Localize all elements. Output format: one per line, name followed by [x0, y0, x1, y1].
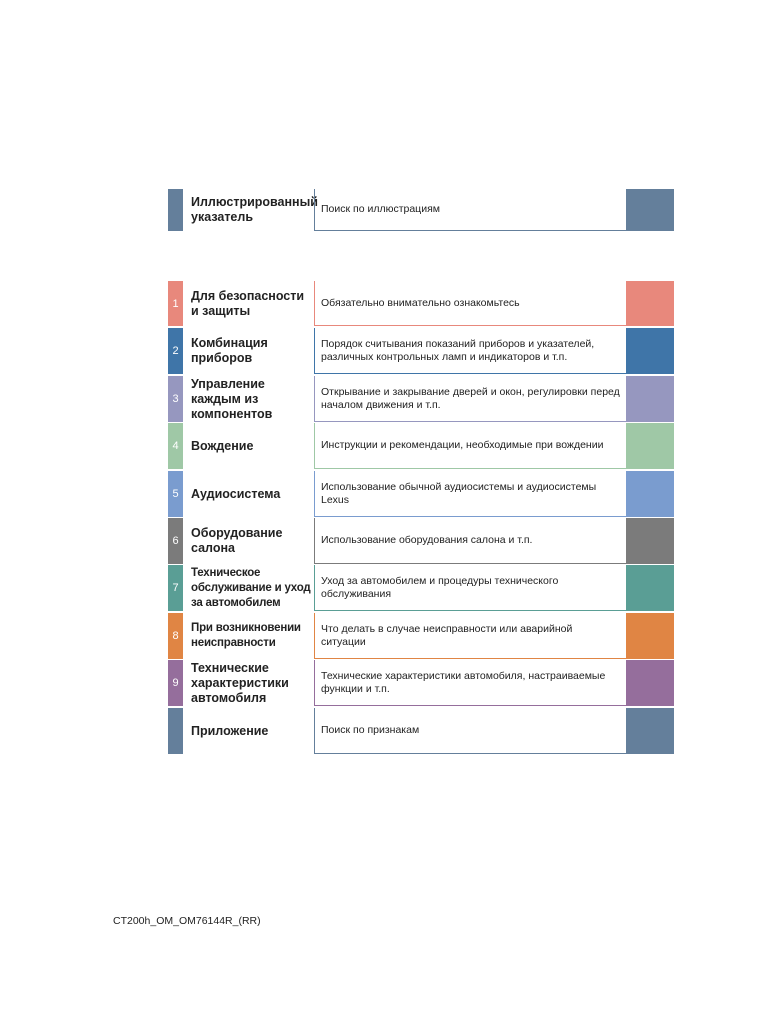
chapter-description: Порядок считывания показаний приборов и указателей, различных контрольных ламп и индикаторов и т.п. [314, 328, 626, 374]
index-tab [168, 189, 183, 231]
index-description: Поиск по иллюстрациям [314, 189, 626, 231]
chapter-row-6[interactable] [168, 518, 674, 564]
chapter-row-5[interactable] [168, 471, 674, 517]
chapter-title: Управление каждым из компонентов [191, 376, 273, 421]
chapter-title: Вождение [191, 438, 254, 453]
chapter-color-block [626, 660, 674, 706]
chapter-row-9[interactable] [168, 660, 674, 706]
chapter-number: 2 [168, 328, 183, 374]
index-color-block [626, 189, 674, 231]
chapter-row-8[interactable] [168, 613, 674, 659]
chapter-description: Технические характеристики автомобиля, настраиваемые функции и т.п. [314, 660, 626, 706]
chapter-number: 1 [168, 281, 183, 326]
chapter-number: 3 [168, 376, 183, 422]
chapter-row-7[interactable] [168, 565, 674, 611]
chapter-color-block [626, 708, 674, 754]
chapter-number: 6 [168, 518, 183, 564]
chapter-description: Что делать в случае неисправности или аварийной ситуации [314, 613, 626, 659]
chapter-color-block [626, 565, 674, 611]
chapter-description: Открывание и закрывание дверей и окон, регулировки перед началом движения и т.п. [314, 376, 626, 422]
chapter-title: Оборудование салона [191, 526, 283, 555]
index-title: Иллюстрированный указатель [191, 195, 318, 224]
chapter-color-block [626, 613, 674, 659]
document-code: CT200h_OM_OM76144R_(RR) [113, 915, 261, 927]
chapter-row-4[interactable] [168, 423, 674, 469]
chapter-description: Уход за автомобилем и процедуры технического обслуживания [314, 565, 626, 611]
chapter-number: 7 [168, 565, 183, 611]
chapter-number: 5 [168, 471, 183, 517]
chapter-row-2[interactable] [168, 328, 674, 374]
chapter-color-block [626, 328, 674, 374]
chapter-title: Технические характеристики автомобиля [191, 660, 289, 705]
chapter-number: 9 [168, 660, 183, 706]
chapter-row-3[interactable] [168, 376, 674, 422]
chapter-color-block [626, 518, 674, 564]
chapter-description: Поиск по признакам [314, 708, 626, 754]
chapter-title: При возникновении неисправности [191, 622, 301, 649]
chapter-title: Комбинация приборов [191, 336, 268, 365]
chapter-description: Инструкции и рекомендации, необходимые при вождении [314, 423, 626, 469]
chapter-color-block [626, 471, 674, 517]
chapter-number: 8 [168, 613, 183, 659]
index-row[interactable] [168, 189, 674, 231]
chapter-title: Приложение [191, 723, 269, 738]
chapter-row-1[interactable] [168, 281, 674, 326]
chapter-number: 4 [168, 423, 183, 469]
chapter-number [168, 708, 183, 754]
chapter-title: Аудиосистема [191, 486, 281, 501]
chapter-title: Техническое обслуживание и уход за автомобилем [191, 566, 311, 609]
chapter-description: Использование оборудования салона и т.п. [314, 518, 626, 564]
chapter-description: Обязательно внимательно ознакомьтесь [314, 281, 626, 326]
appendix-row[interactable] [168, 708, 674, 754]
chapter-color-block [626, 423, 674, 469]
chapter-description: Использование обычной аудиосистемы и аудиосистемы Lexus [314, 471, 626, 517]
chapter-color-block [626, 376, 674, 422]
chapter-color-block [626, 281, 674, 326]
chapter-title: Для безопасности и защиты [191, 288, 305, 318]
